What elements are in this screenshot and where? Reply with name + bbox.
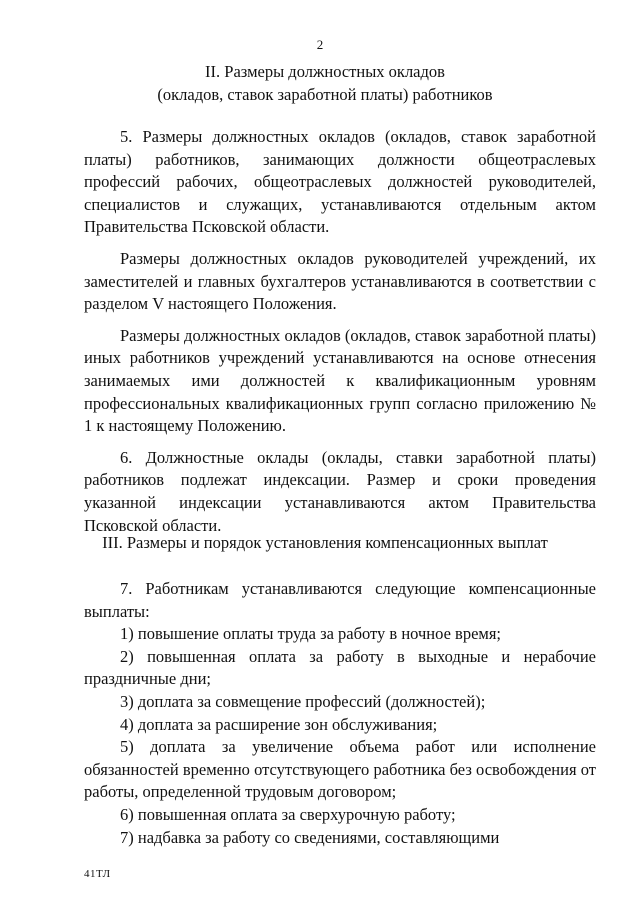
paragraph-7-intro: 7. Работникам устанавливаются следующие компенсационные выплаты: — [84, 579, 596, 621]
paragraph-heads-salaries: Размеры должностных окладов руководителей учреждений, их заместителей и главных бухгалтеров устанавливаются в соответствии с разделом V настоящего Положения. — [84, 248, 596, 314]
section-2-heading-line1: II. Размеры должностных окладов — [205, 62, 445, 81]
page-number: 2 — [316, 37, 324, 52]
section-3-heading: III. Размеры и порядок установления компенсационных выплат — [102, 533, 548, 552]
document-code: 41ТЛ — [84, 868, 111, 880]
paragraph-other-workers-salaries: Размеры должностных окладов (окладов, ставок заработной платы) иных работников учреждений устанавливаются на основе отнесения занимаемых ими должностей к квалификационным уровням профессиональных квалификационных групп согласно приложению № 1 к настоящему Положению. — [84, 325, 596, 436]
section-3-body — [84, 578, 596, 849]
paragraph-6: 6. Должностные оклады (оклады, ставки заработной платы) работников подлежат индексации. Размер и сроки проведения указанной индексации устанавливаются актом Правительства Псковской области. — [84, 447, 596, 535]
paragraph-5: 5. Размеры должностных окладов (окладов, ставок заработной платы) работников, занимающих должности общеотраслевых профессий рабочих, общеотраслевых должностей руководителей, специалистов и служащих, устанавливаются отдельным актом Правительства Псковской области. — [84, 127, 596, 237]
list-item: 7) надбавка за работу со сведениями, составляющими — [120, 827, 500, 847]
list-item: 2) повышенная оплата за работу в выходные и нерабочие праздничные дни; — [84, 646, 596, 689]
section-2-body — [84, 126, 596, 546]
list-item: 1) повышение оплаты труда за работу в ночное время; — [120, 624, 502, 644]
section-2-heading — [60, 60, 590, 106]
list-item: 3) доплата за совмещение профессий (должностей); — [120, 691, 486, 711]
list-item: 5) доплата за увеличение объема работ или исполнение обязанностей временно отсутствующего работника без освобождения от работы, определенной трудовым договором; — [84, 737, 596, 802]
list-item: 6) повышенная оплата за сверхурочную работу; — [120, 804, 456, 824]
list-item: 4) доплата за расширение зон обслуживания; — [120, 714, 438, 734]
section-2-heading-line2: (окладов, ставок заработной платы) работников — [157, 85, 493, 104]
